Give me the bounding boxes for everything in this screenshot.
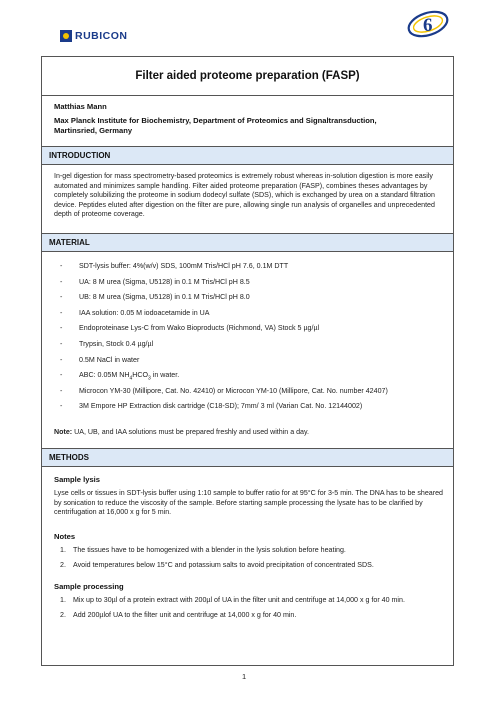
author-institution-line1: Max Planck Institute for Biochemistry, Department of Proteomics and Signaltransduction, <box>54 115 377 125</box>
material-note <box>54 428 309 436</box>
page-number: 1 <box>242 672 247 681</box>
eu-flag-icon <box>60 30 72 42</box>
section-title-methods: METHODS <box>49 453 89 462</box>
material-list <box>60 262 450 418</box>
rubicon-logo-text: RUBICON <box>75 30 128 42</box>
section-title-introduction: INTRODUCTION <box>49 151 111 160</box>
list-item: - 3M Empore HP Extraction disk cartridge (C18-SD); 7mm/ 3 ml (Varian Cat. No. 12144002) <box>60 402 363 411</box>
note-label: Note: <box>54 428 73 436</box>
list-item: - SDT-lysis buffer: 4%(w/v) SDS, 100mM Tris/HCl pH 7.6, 0.1M DTT <box>60 262 289 270</box>
notes-list <box>60 546 448 570</box>
author-institution-line2: Martinsried, Germany <box>54 126 133 135</box>
subheading-notes: Notes <box>54 532 76 541</box>
list-item-abc: - ABC: 0.05M $NH_4HCO_3$ in water. <box>60 371 450 387</box>
author-block <box>54 102 446 137</box>
list-item: 2. Avoid temperatures below 15°C and potassium salts to avoid precipitation of concentrated SDS. <box>60 560 374 569</box>
page-header <box>0 0 496 58</box>
subheading-sample-lysis: Sample lysis <box>54 475 101 484</box>
svg-text:6: 6 <box>423 15 433 36</box>
list-item: - 0.5M NaCl in water <box>60 355 140 364</box>
list-item: - Endoproteinase Lys-C from Wako Bioproducts (Richmond, VA) Stock 5 µg/µl <box>60 324 320 333</box>
list-item: 1. The tissues have to be homogenized with a blender in the lysis solution before heating. <box>60 546 346 554</box>
list-item: - Microcon YM-30 (Millipore, Cat. No. 42410) or Microcon YM-10 (Millipore, Cat. No. number 42407) <box>60 386 388 395</box>
list-item: - UB: 8 M urea (Sigma, U5128) in 0.1 M Tris/HCl pH 8.0 <box>60 293 250 302</box>
introduction-text: In-gel digestion for mass spectrometry-based proteomics is extremely robust whereas in-solution digestion is more easily automated and minimizes sample handling. Filter aided proteome preparation (FASP), combines theses advantages by completely solubilizing the proteome in sodium dodecyl sulfate (SDS), which is exchanged by urea on a standard filtration device. Peptides eluted after digestion on the filter are pure, allowing single run analysis of organelles and unprecedented depth of proteome coverage. <box>54 172 435 219</box>
title-box <box>41 56 454 96</box>
abc-text: ABC: 0.05M $NH_4HCO_3$ in water. <box>79 371 180 382</box>
list-item: - IAA solution: 0.05 M iodoacetamide in UA <box>60 308 210 317</box>
section-title-material: MATERIAL <box>49 238 90 247</box>
document-title: Filter aided proteome preparation (FASP) <box>135 69 360 82</box>
list-item: 2. Add 200µlof UA to the filter unit and centrifuge at 14,000 x g for 40 min. <box>60 610 297 619</box>
author-name: Matthias Mann <box>54 102 107 111</box>
subheading-sample-processing: Sample processing <box>54 582 124 591</box>
sample-lysis-text: Lyse cells or tissues in SDT-lysis buffer using 1:10 sample to buffer ratio for at 95°C for 3-5 min. The DNA has to be sheared by sonication to reduce the viscosity of the sample. Before starting sample processing the lysate has to be clarified by centrifugation at 16,000 x g for 5 min. <box>54 489 443 517</box>
fp6-logo-icon <box>403 6 451 42</box>
list-item: 1. Mix up to 30µl of a protein extract with 200µl of UA in the filter unit and centrifuge at 14,000 x g for 40 min. <box>60 596 405 604</box>
section-header-material <box>42 233 453 252</box>
list-item: - Trypsin, Stock 0.4 µg/µl <box>60 339 154 348</box>
section-header-introduction <box>42 146 453 165</box>
rubicon-logo <box>60 30 128 42</box>
note-text: UA, UB, and IAA solutions must be prepared freshly and used within a day. <box>72 428 309 436</box>
section-header-methods <box>42 448 453 467</box>
processing-list <box>60 596 448 620</box>
list-item: - UA: 8 M urea (Sigma, U5128) in 0.1 M Tris/HCl pH 8.5 <box>60 277 250 286</box>
